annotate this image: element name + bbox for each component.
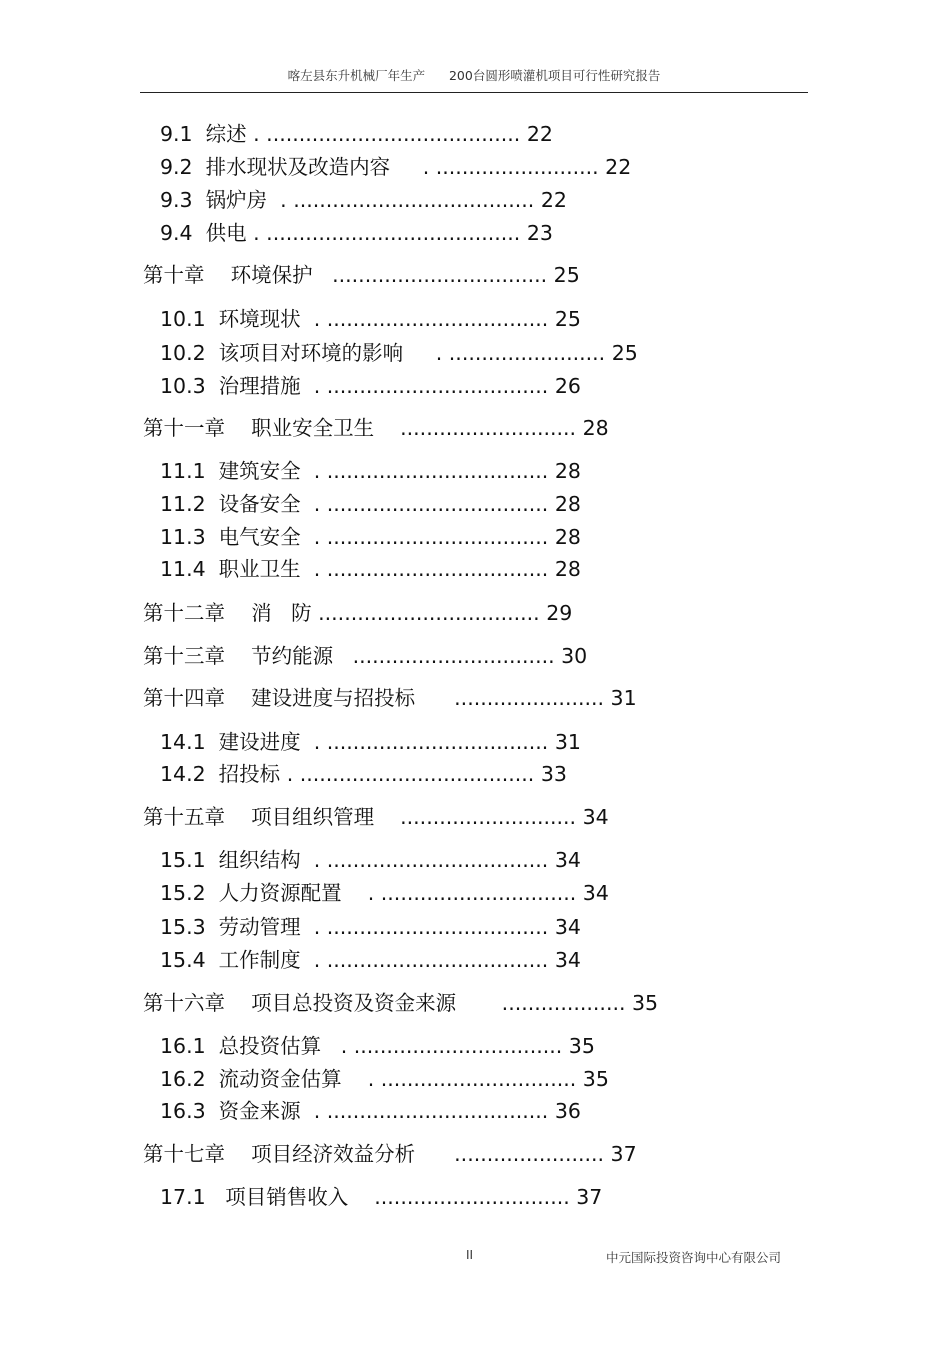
toc-entry-16-3[interactable]: 16.3 资金来源 . .................................. 36 [160,1099,581,1123]
toc-chapter-13[interactable]: 第十三章 节约能源 ............................... 30 [143,644,588,668]
toc-entry-16-1[interactable]: 16.1 总投资估算 . ................................ 35 [160,1034,595,1058]
toc-chapter-16[interactable]: 第十六章 项目总投资及资金来源 ................... 35 [143,991,659,1015]
toc-entry-14-1[interactable]: 14.1 建设进度 . .................................. 31 [160,730,581,754]
toc-chapter-10[interactable]: 第十章 环境保护 ................................. 25 [143,263,580,287]
toc-entry-9-4[interactable]: 9.4 供电 . ....................................... 23 [160,221,553,245]
toc-entry-15-3[interactable]: 15.3 劳动管理 . .................................. 34 [160,915,581,939]
toc-entry-14-2[interactable]: 14.2 招投标 . .................................... 33 [160,762,567,786]
header-title: 喀左县东升机械厂年生产 200台圆形喷灌机项目可行性研究报告 [287,68,661,83]
toc-entry-9-2[interactable]: 9.2 排水现状及改造内容 . ......................... 22 [160,155,632,179]
footer-organization: 中元国际投资咨询中心有限公司 [606,1250,782,1265]
toc-entry-10-2[interactable]: 10.2 该项目对环境的影响 . ........................ 25 [160,341,638,365]
toc-entry-17-1[interactable]: 17.1 项目销售收入 .............................. 37 [160,1185,603,1209]
toc-entry-10-3[interactable]: 10.3 治理措施 . .................................. 26 [160,374,581,398]
toc-entry-15-2[interactable]: 15.2 人力资源配置 . .............................. 34 [160,881,609,905]
toc-entry-9-1[interactable]: 9.1 综述 . ....................................... 22 [160,122,553,146]
toc-chapter-15[interactable]: 第十五章 项目组织管理 ........................... 34 [143,805,609,829]
toc-entry-11-1[interactable]: 11.1 建筑安全 . .................................. 28 [160,459,581,483]
toc-entry-15-4[interactable]: 15.4 工作制度 . .................................. 34 [160,948,581,972]
toc-chapter-12[interactable]: 第十二章 消 防 .................................. 29 [143,601,573,625]
toc-chapter-11[interactable]: 第十一章 职业安全卫生 ........................... 28 [143,416,609,440]
toc-entry-15-1[interactable]: 15.1 组织结构 . .................................. 34 [160,848,581,872]
toc-chapter-17[interactable]: 第十七章 项目经济效益分析 ....................... 37 [143,1142,637,1166]
toc-entry-9-3[interactable]: 9.3 锅炉房 . ..................................... 22 [160,188,567,212]
toc-entry-11-2[interactable]: 11.2 设备安全 . .................................. 28 [160,492,581,516]
toc-entry-10-1[interactable]: 10.1 环境现状 . .................................. 25 [160,307,581,331]
footer-page-number: II [466,1248,474,1262]
toc-entry-11-3[interactable]: 11.3 电气安全 . .................................. 28 [160,525,581,549]
toc-entry-11-4[interactable]: 11.4 职业卫生 . .................................. 28 [160,557,581,581]
toc-entry-16-2[interactable]: 16.2 流动资金估算 . .............................. 35 [160,1067,609,1091]
toc-chapter-14[interactable]: 第十四章 建设进度与招投标 ....................... 31 [143,686,637,710]
